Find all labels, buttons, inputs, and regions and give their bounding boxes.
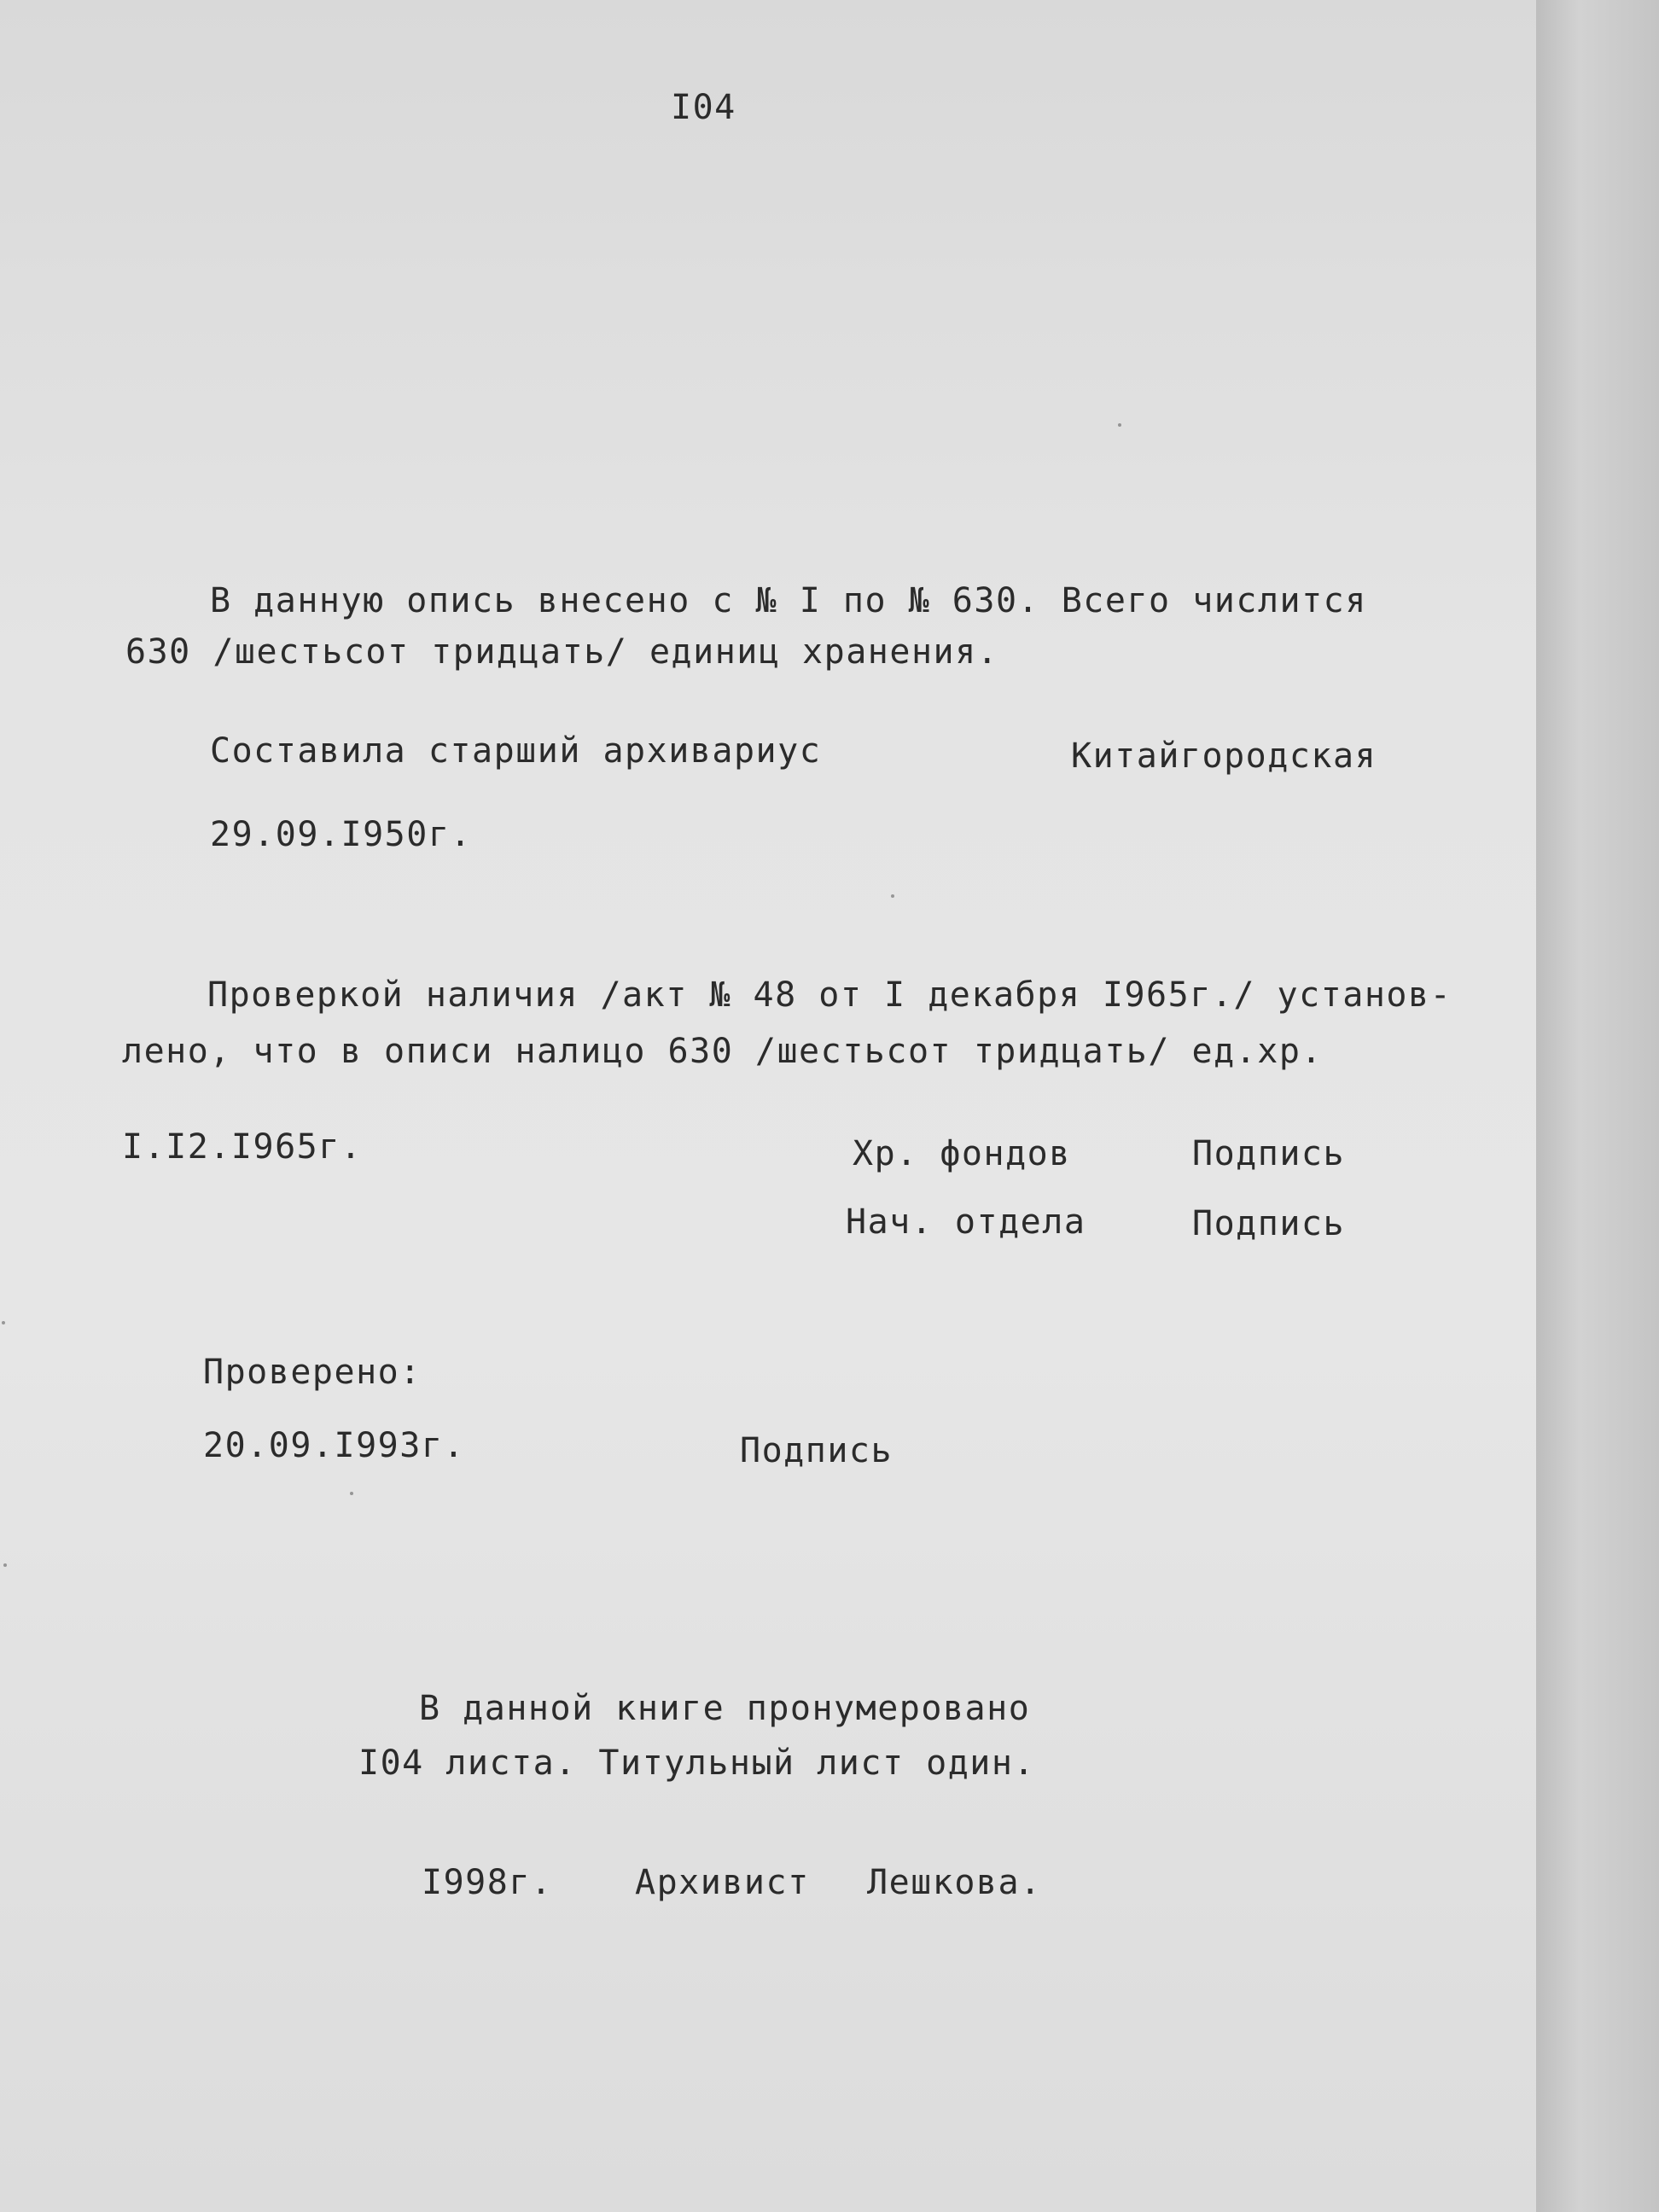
verified-label: Проверено:	[203, 1353, 422, 1392]
signatory-signature: Подпись	[1192, 1134, 1346, 1173]
book-note-line-2: I04 листа. Титульный лист один.	[358, 1743, 1036, 1783]
footer-name: Лешкова.	[867, 1863, 1042, 1902]
book-note-line-1: В данной книге пронумеровано	[419, 1689, 1031, 1728]
paper-speck	[2, 1321, 5, 1324]
verified-date: 20.09.I993г.	[203, 1426, 465, 1465]
compiled-label: Составила старший архивариус	[210, 731, 822, 771]
paper-speck	[891, 894, 894, 898]
signatory-signature: Подпись	[1192, 1204, 1346, 1243]
paper-speck	[350, 1492, 353, 1495]
compiled-date: 29.09.I950г.	[210, 815, 472, 854]
check-date: I.I2.I965г.	[122, 1127, 363, 1167]
check-note-line-1: Проверкой наличия /акт № 48 от I декабря I965г./ установ-	[207, 975, 1452, 1015]
footer-role: Архивист	[635, 1863, 810, 1902]
signatory-role: Хр. фондов	[853, 1134, 1071, 1173]
paper-speck	[1118, 423, 1121, 427]
inventory-note-line-2: 630 /шестьсот тридцать/ единиц хранения.	[125, 632, 999, 672]
footer-year: I998г.	[422, 1863, 553, 1902]
page-edge-shadow	[1536, 0, 1659, 2212]
compiled-name: Китайгородская	[1071, 736, 1377, 776]
page-number: I04	[671, 88, 736, 127]
check-note-line-2: лено, что в описи налицо 630 /шестьсот тридцать/ ед.хр.	[122, 1032, 1324, 1071]
signatory-role: Нач. отдела	[846, 1202, 1086, 1242]
inventory-note-line-1: В данную опись внесено с № I по № 630. Всего числится	[210, 581, 1367, 620]
paper-speck	[3, 1563, 7, 1567]
verified-signature: Подпись	[740, 1431, 894, 1470]
